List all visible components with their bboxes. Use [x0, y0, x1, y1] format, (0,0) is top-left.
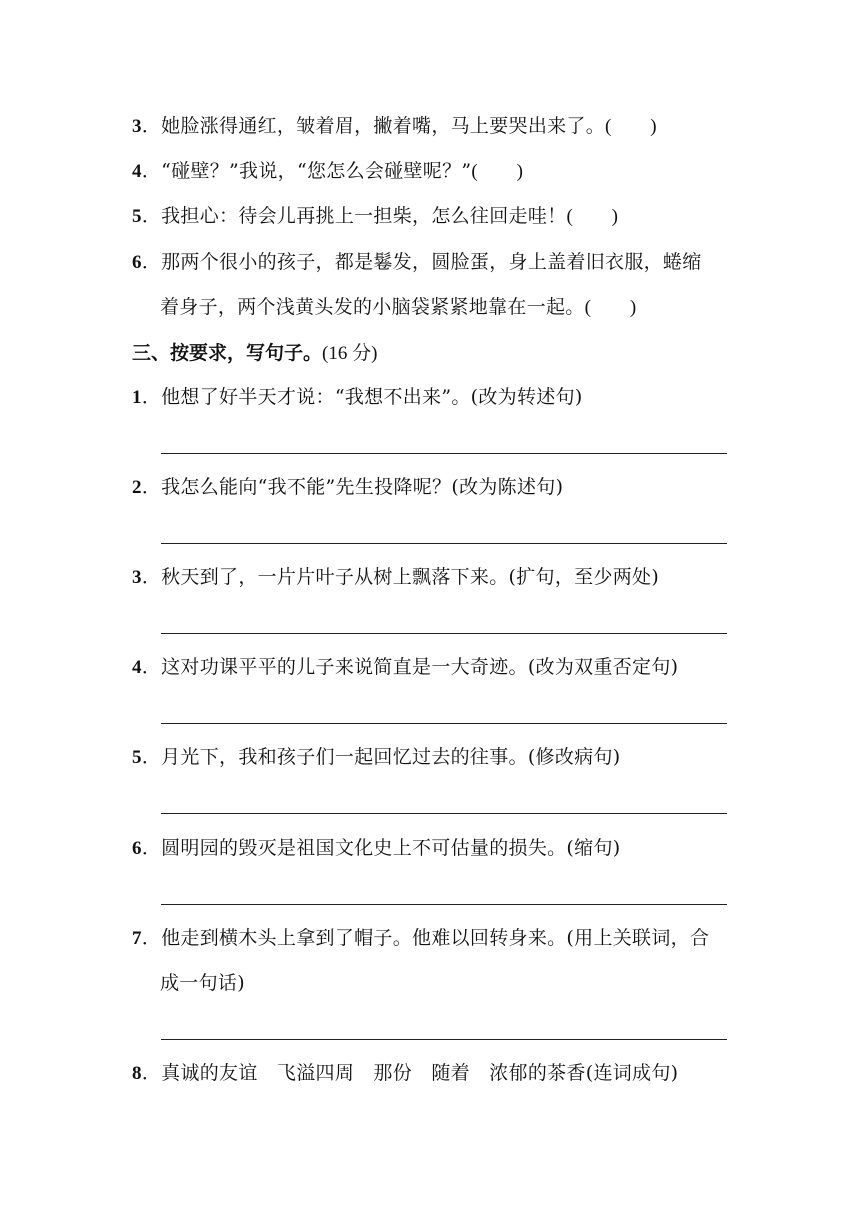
answer-blank[interactable]: ( ): [566, 206, 619, 227]
answer-line[interactable]: [161, 1039, 727, 1040]
question-text: 我怎么能向“我不能”先生投降呢？(改为陈述句): [161, 476, 564, 498]
question-number: 5: [132, 747, 142, 768]
section-title: 三、按要求，写句子。: [132, 342, 323, 364]
question-text: 这对功课平平的儿子来说简直是一大奇迹。(改为双重否定句): [161, 656, 679, 678]
question-text: “碰壁？”我说，“您怎么会碰壁呢？”: [161, 160, 472, 182]
question-number: 3: [132, 567, 142, 588]
question-text: 他想了好半天才说：“我想不出来”。(改为转述句): [161, 386, 583, 408]
question-item: 5．月光下，我和孩子们一起回忆过去的往事。(修改病句): [132, 746, 621, 768]
answer-line[interactable]: [161, 453, 727, 454]
question-text-continued: [160, 295, 636, 320]
question-text: 我担心：待会儿再挑上一担柴，怎么往回走哇！: [161, 205, 567, 227]
question-text: 她脸涨得通红，皱着眉，撇着嘴，马上要哭出来了。: [161, 115, 606, 137]
question-number: 1: [132, 387, 142, 408]
answer-blank[interactable]: ( ): [584, 297, 637, 318]
question-text: 真诚的友谊 飞溢四周 那份 随着 浓郁的茶香(连词成句): [161, 1062, 679, 1084]
question-number: 2: [132, 477, 142, 498]
question-text: 着身子，两个浅黄头发的小脑袋紧紧地靠在一起。: [160, 296, 585, 318]
question-number: 6: [132, 252, 142, 273]
question-number: 4: [132, 161, 142, 182]
question-number: 8: [132, 1063, 142, 1084]
question-item: 6．圆明园的毁灭是祖国文化史上不可估量的损失。(缩句): [132, 837, 621, 859]
question-text: 圆明园的毁灭是祖国文化史上不可估量的损失。(缩句): [161, 837, 621, 859]
question-number: 6: [132, 838, 142, 859]
answer-line[interactable]: [161, 543, 727, 544]
answer-line[interactable]: [161, 813, 727, 814]
answer-blank[interactable]: ( ): [471, 161, 524, 182]
question-number: 3: [132, 116, 142, 137]
question-text: 秋天到了，一片片叶子从树上飘落下来。(扩句，至少两处): [161, 566, 660, 588]
question-text: 月光下，我和孩子们一起回忆过去的往事。(修改病句): [161, 746, 621, 768]
question-item: 2．我怎么能向“我不能”先生投降呢？(改为陈述句): [132, 476, 564, 498]
question-number: 4: [132, 657, 142, 678]
question-text: 那两个很小的孩子，都是鬈发，圆脸蛋，身上盖着旧衣服，蜷缩: [161, 251, 702, 273]
answer-line[interactable]: [161, 723, 727, 724]
question-text: 成一句话): [160, 972, 245, 994]
question-item: 4．“碰壁？”我说，“您怎么会碰壁呢？”( ): [132, 160, 524, 182]
question-item: 5．我担心：待会儿再挑上一担柴，怎么往回走哇！( ): [132, 205, 619, 227]
question-number: 5: [132, 206, 142, 227]
answer-line[interactable]: [161, 633, 727, 634]
section-score: (16 分): [322, 343, 378, 364]
question-item: 1．他想了好半天才说：“我想不出来”。(改为转述句): [132, 386, 583, 408]
question-item: 4．这对功课平平的儿子来说简直是一大奇迹。(改为双重否定句): [132, 656, 679, 678]
question-item: 8．真诚的友谊 飞溢四周 那份 随着 浓郁的茶香(连词成句): [132, 1062, 679, 1084]
answer-line[interactable]: [161, 904, 727, 905]
answer-blank[interactable]: ( ): [605, 116, 657, 137]
question-item: 6．那两个很小的孩子，都是鬈发，圆脸蛋，身上盖着旧衣服，蜷缩: [132, 251, 702, 273]
question-item: 3．她脸涨得通红，皱着眉，撇着嘴，马上要哭出来了。( ): [132, 115, 657, 137]
question-item: 7．他走到横木头上拿到了帽子。他难以回转身来。(用上关联词，合: [132, 927, 710, 949]
section-heading: [132, 341, 377, 366]
question-text-continued: [160, 971, 245, 995]
question-text: 他走到横木头上拿到了帽子。他难以回转身来。(用上关联词，合: [161, 927, 710, 949]
question-item: 3．秋天到了，一片片叶子从树上飘落下来。(扩句，至少两处): [132, 566, 660, 588]
question-number: 7: [132, 928, 142, 949]
